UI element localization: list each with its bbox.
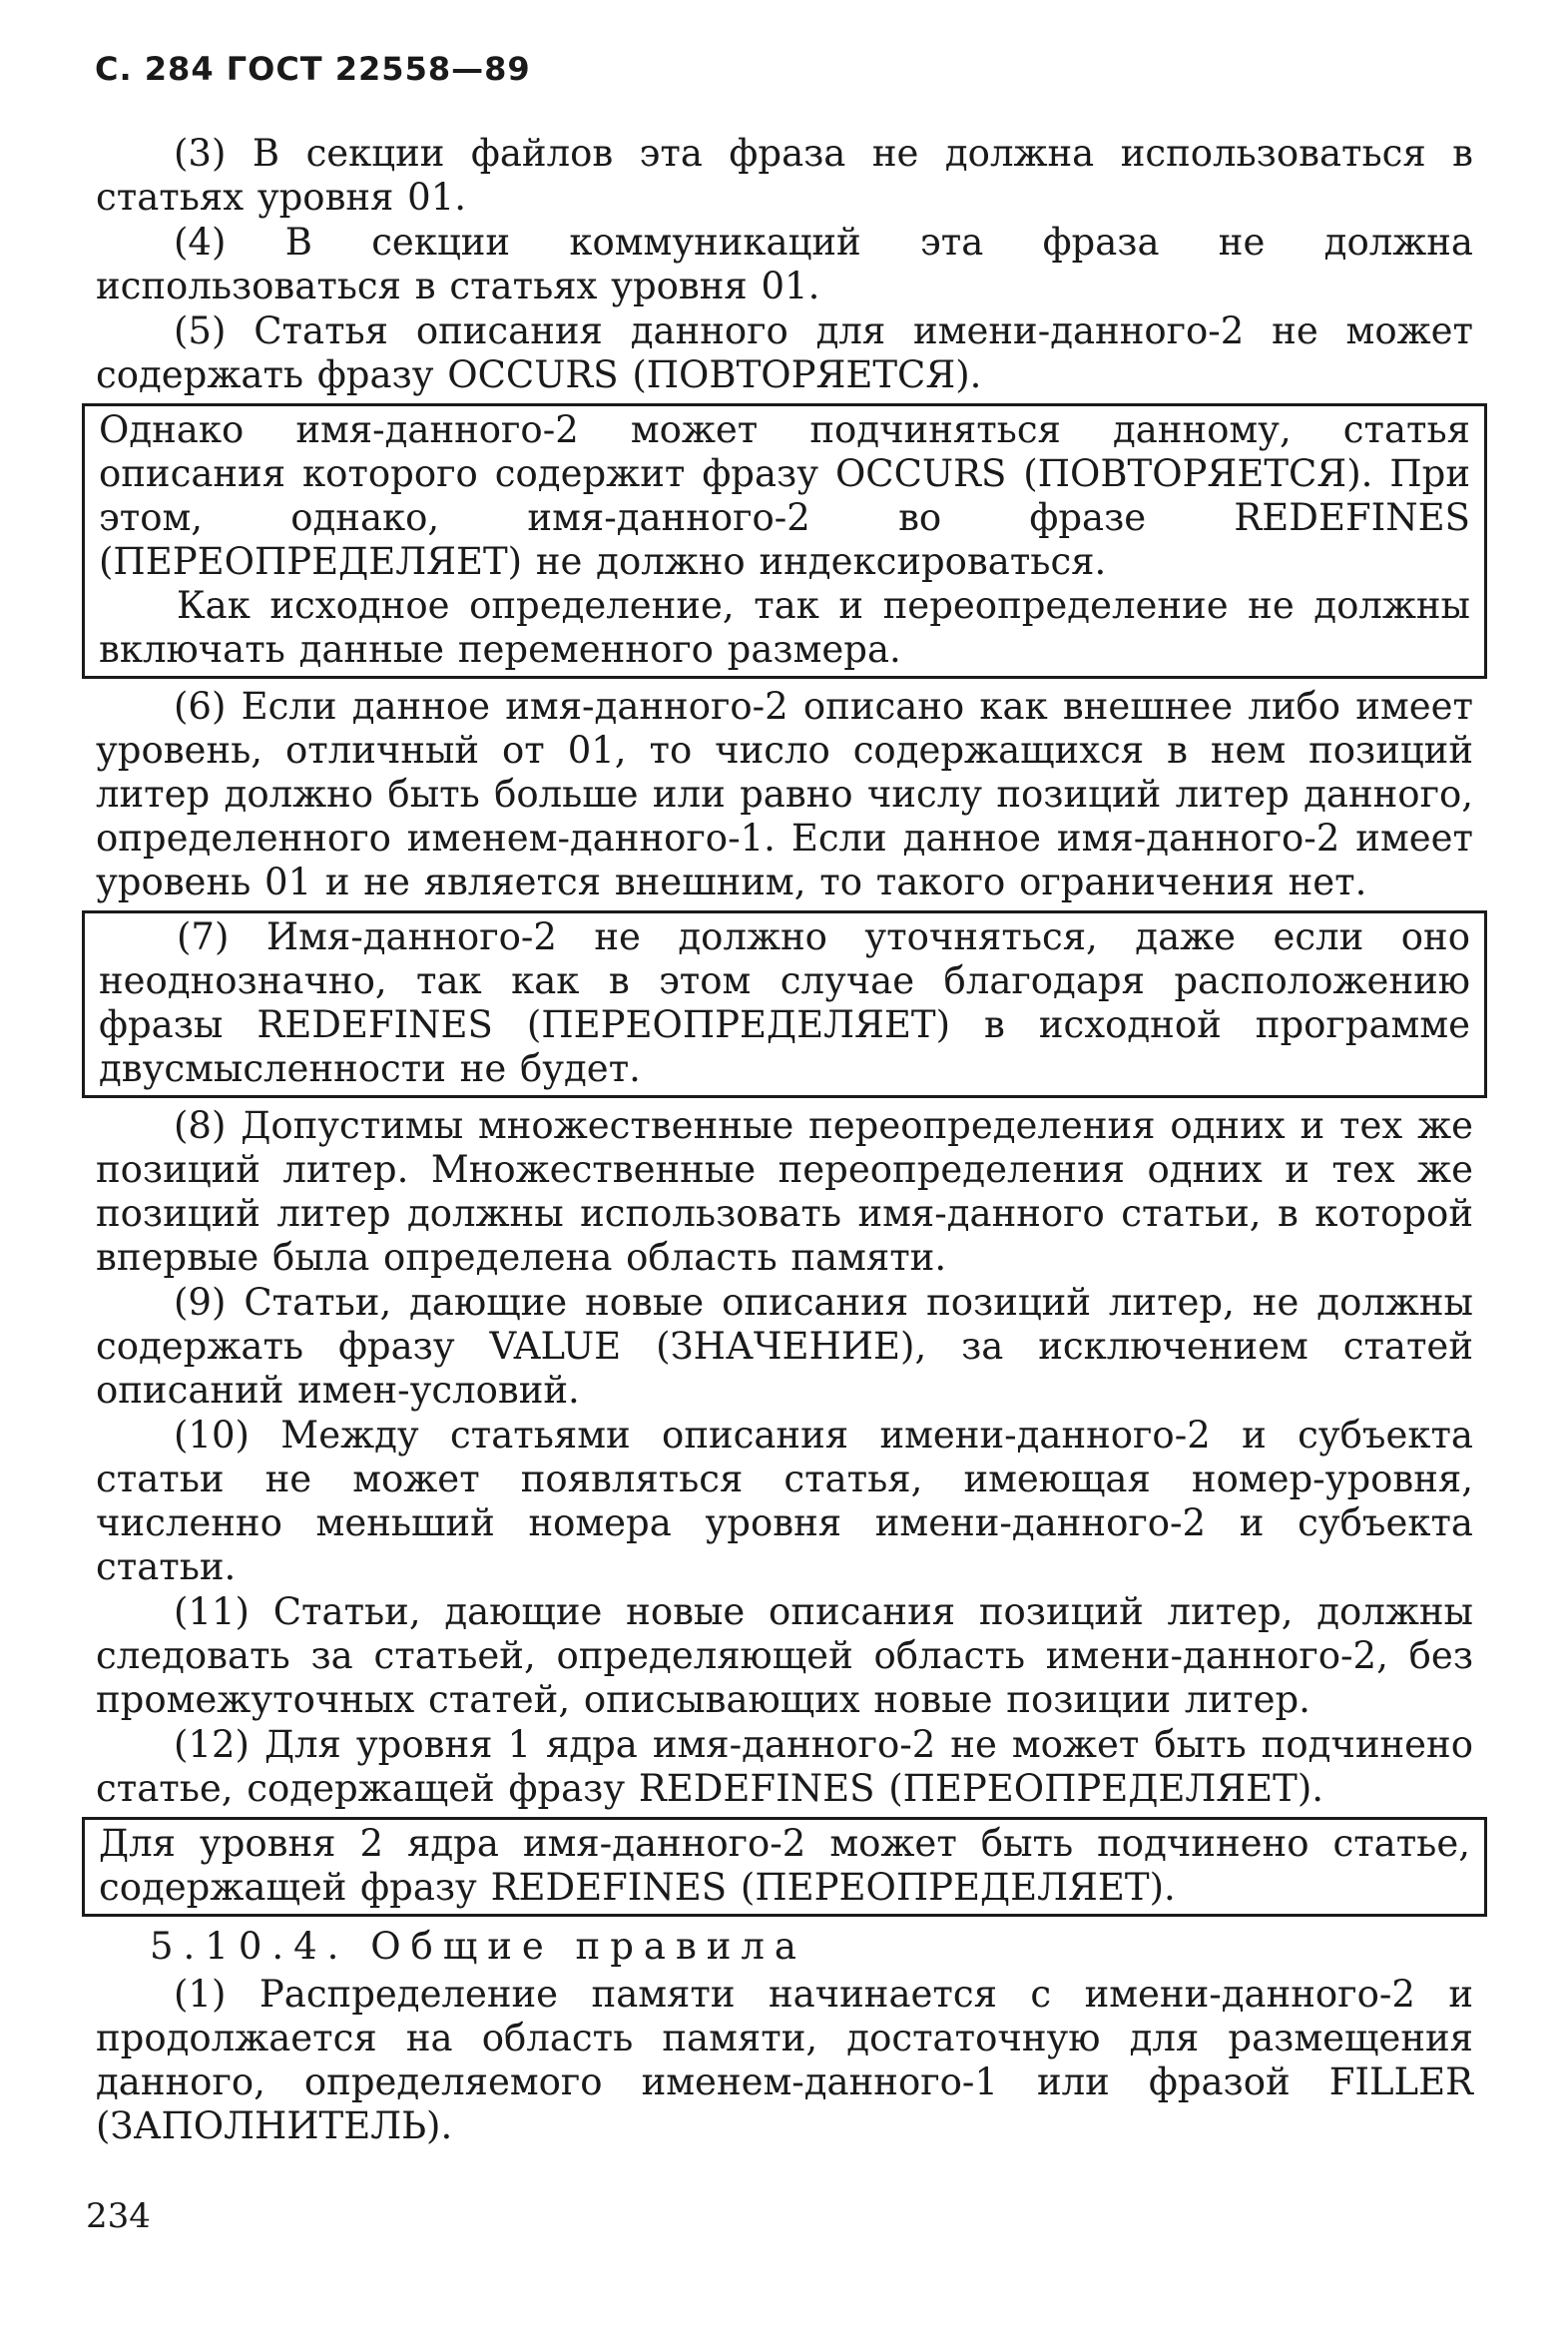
paragraph-5: (5) Статья описания данного для имени-данного-2 не может содержать фразу OCCURS (ПОВТОРЯЕТСЯ). xyxy=(96,309,1473,396)
framed-note-occurs-text: Однако имя-данного-2 может подчиняться данному, статья описания которого содержит фразу OCCURS (ПОВТОРЯЕТСЯ). При этом, однако, имя-данного-2 во фразе REDEFINES (ПЕРЕОПРЕДЕЛЯЕТ) не должно индексироваться. xyxy=(99,408,1470,583)
paragraph-12: (12) Для уровня 1 ядра имя-данного-2 не может быть подчинено статье, содержащей фразу REDEFINES (ПЕРЕОПРЕДЕЛЯЕТ). xyxy=(96,1723,1473,1810)
page-content xyxy=(96,132,1473,2149)
framed-note-variable-size: Как исходное определение, так и переопределение не должны включать данные переменного размера. xyxy=(99,584,1470,671)
framed-note-qualification xyxy=(82,910,1487,1098)
paragraph-9: (9) Статьи, дающие новые описания позиций литер, не должны содержать фразу VALUE (ЗНАЧЕНИЕ), за исключением статей описаний имен-условий. xyxy=(96,1281,1473,1412)
paragraph-7: (7) Имя-данного-2 не должно уточняться, даже если оно неоднозначно, так как в этом случае благодаря расположению фразы REDEFINES (ПЕРЕОПРЕДЕЛЯЕТ) в исходной программе двусмысленности не будет. xyxy=(99,915,1470,1090)
paragraph-10: (10) Между статьями описания имени-данного-2 и субъекта статьи не может появляться статья, имеющая номер-уровня, численно меньший номера уровня имени-данного-2 и субъекта статьи. xyxy=(96,1414,1473,1588)
paragraph-11: (11) Статьи, дающие новые описания позиций литер, должны следовать за статьей, определяющей область имени-данного-2, без промежуточных статей, описывающих новые позиции литер. xyxy=(96,1590,1473,1721)
section-heading: 5.10.4. Общие правила xyxy=(150,1925,806,1968)
page-header: С. 284 ГОСТ 22558—89 xyxy=(95,50,531,88)
framed-note-occurs xyxy=(82,403,1487,679)
general-rule-1: (1) Распределение памяти начинается с имени-данного-2 и продолжается на область памяти, достаточную для размещения данного, определяемого именем-данного-1 или фразой FILLER (ЗАПОЛНИТЕЛЬ). xyxy=(96,1973,1473,2147)
paragraph-6: (6) Если данное имя-данного-2 описано как внешнее либо имеет уровень, отличный от 01, то число содержащихся в нем позиций литер должно быть больше или равно числу позиций литер данного, определенного именем-данного-1. Если данное имя-данного-2 имеет уровень 01 и не является внешним, то такого ограничения нет. xyxy=(96,685,1473,903)
framed-note-level-2 xyxy=(82,1817,1487,1917)
framed-note-level-2-text: Для уровня 2 ядра имя-данного-2 может быть подчинено статье, содержащей фразу REDEFINES (ПЕРЕОПРЕДЕЛЯЕТ). xyxy=(99,1822,1470,1909)
page-number: 234 xyxy=(86,2196,151,2236)
paragraph-4: (4) В секции коммуникаций эта фраза не должна использоваться в статьях уровня 01. xyxy=(96,221,1473,307)
paragraph-8: (8) Допустимы множественные переопределения одних и тех же позиций литер. Множественные переопределения одних и тех же позиций литер должны использовать имя-данного статьи, в которой впервые была определена область памяти. xyxy=(96,1104,1473,1279)
paragraph-3: (3) В секции файлов эта фраза не должна использоваться в статьях уровня 01. xyxy=(96,132,1473,219)
